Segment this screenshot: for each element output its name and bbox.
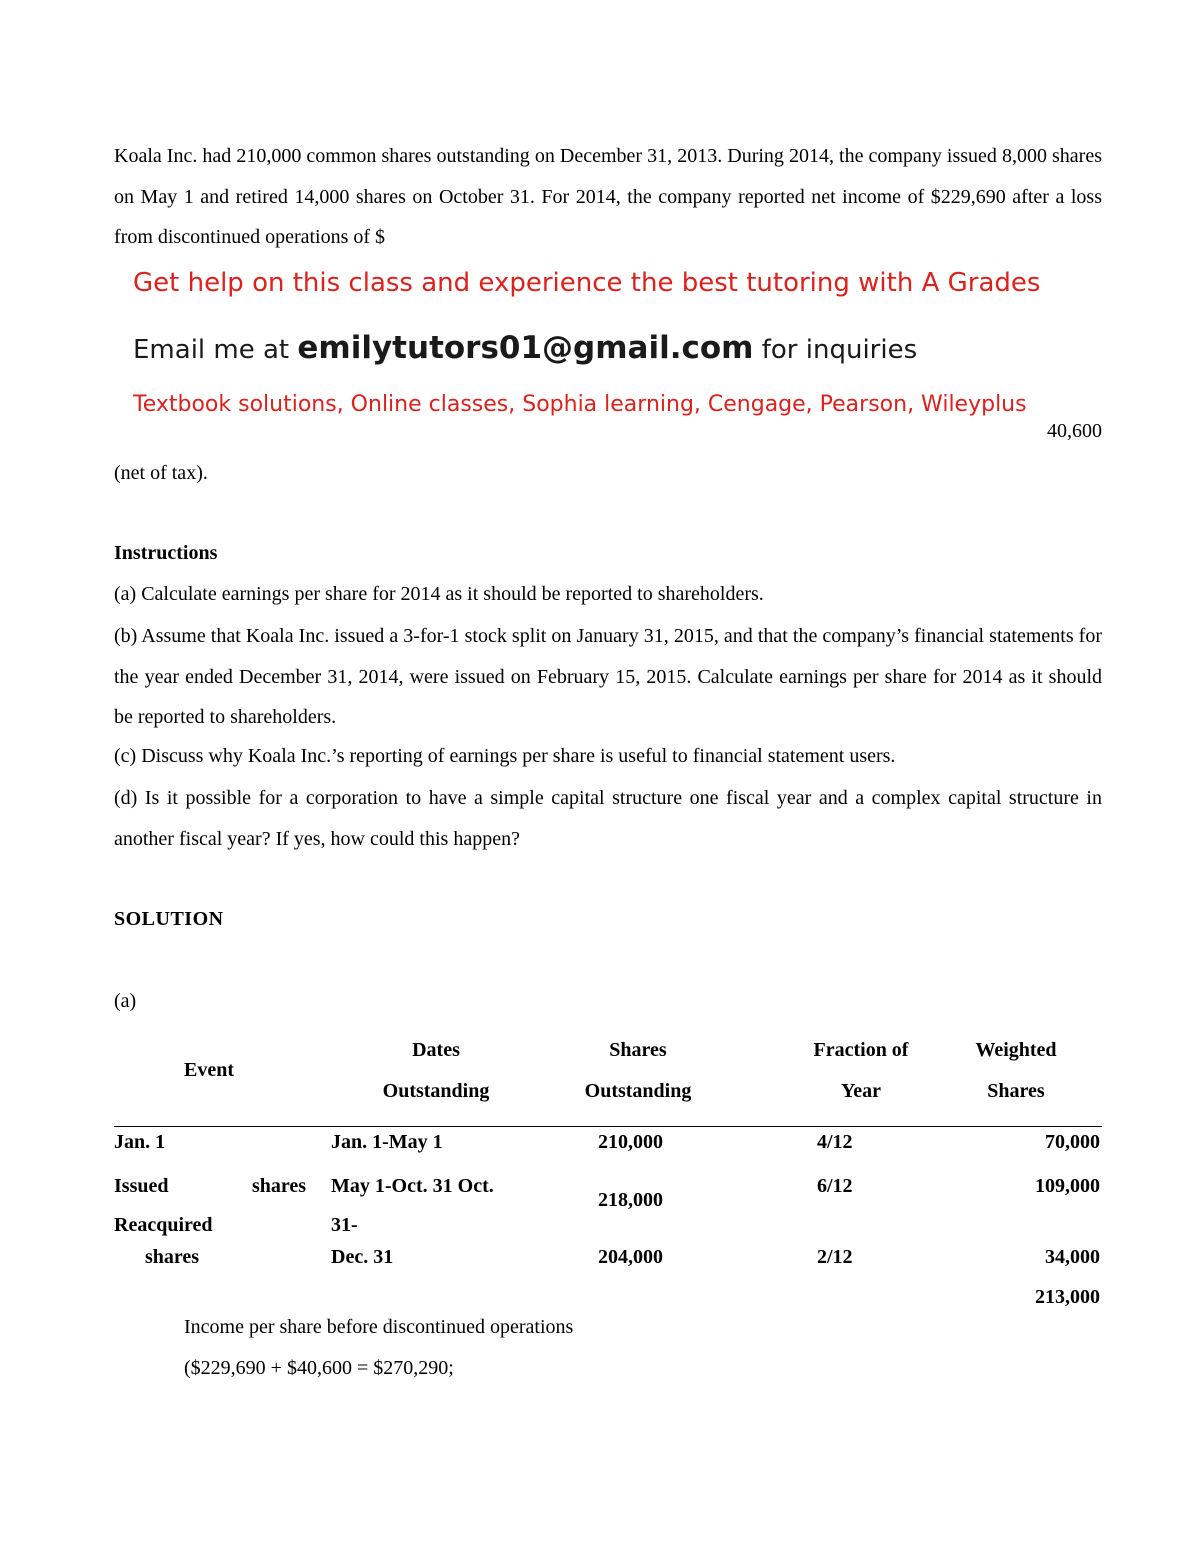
problem-intro: Koala Inc. had 210,000 common shares outstanding on December 31, 2013. During 2014, the company issued 8,000 shares on May 1 and retired 14,000 shares on October 31. For 2014, the company reported net income of $229,690 after a loss from discontinued operations of $ (114, 145, 1102, 248)
note-income-per-share: Income per share before discontinued operations (184, 1316, 574, 1338)
instruction-c: (c) Discuss why Koala Inc.’s reporting of earnings per share is useful to financial statement users. (114, 745, 896, 767)
table-header-rule (114, 1126, 1102, 1127)
row1-weighted: 70,000 (1045, 1131, 1100, 1153)
header-fraction-line1: Fraction of (813, 1039, 909, 1061)
instruction-a: (a) Calculate earnings per share for 2014 as it should be reported to shareholders. (114, 583, 764, 605)
row1-fraction: 4/12 (817, 1131, 853, 1153)
ad-email-prefix: Email me at (133, 335, 298, 365)
row3-fraction: 2/12 (817, 1246, 853, 1268)
header-dates-line1: Dates (412, 1039, 460, 1061)
net-of-tax: (net of tax). (114, 462, 208, 484)
ad-email-address[interactable]: emilytutors01@gmail.com (297, 330, 754, 366)
solution-heading: SOLUTION (114, 908, 224, 930)
row3-dates-b: Dec. 31 (331, 1246, 394, 1268)
ad-email-suffix: for inquiries (753, 335, 918, 365)
header-fraction (800, 1030, 922, 1112)
row3-event-a: Reacquired (114, 1214, 213, 1236)
header-dates-line2: Outstanding (382, 1080, 490, 1102)
header-shares-line1: Shares (609, 1039, 667, 1061)
instruction-d: (d) Is it possible for a corporation to have a simple capital structure one fiscal year and a complex capital structure in another fiscal year? If yes, how could this happen? (114, 787, 1102, 850)
instruction-b: (b) Assume that Koala Inc. issued a 3-for-1 stock split on January 31, 2015, and that the company’s financial statements for the year ended December 31, 2014, were issued on February 15, 2015. Calculate earnings per share for 2014 as it should be reported to shareholders. (114, 625, 1102, 728)
row1-shares: 210,000 (598, 1131, 663, 1153)
row2-dates: May 1-Oct. 31 Oct. (331, 1175, 494, 1197)
row2-event-a: Issued (114, 1175, 169, 1197)
row3-weighted: 34,000 (1045, 1246, 1100, 1268)
row1-dates: Jan. 1-May 1 (331, 1131, 443, 1153)
ad-services: Textbook solutions, Online classes, Sophia learning, Cengage, Pearson, Wileyplus (133, 392, 1027, 417)
header-shares-line2: Outstanding (584, 1080, 692, 1102)
row2-fraction: 6/12 (817, 1175, 853, 1197)
note-calculation: ($229,690 + $40,600 = $270,290; (184, 1357, 454, 1379)
header-dates (372, 1030, 500, 1112)
row2-weighted: 109,000 (1035, 1175, 1100, 1197)
row1-event: Jan. 1 (114, 1131, 166, 1153)
header-weighted-line2: Shares (987, 1080, 1045, 1102)
solution-part-label: (a) (114, 990, 137, 1012)
header-fraction-line2: Year (841, 1080, 881, 1102)
loss-amount: 40,600 (1047, 420, 1102, 442)
header-weighted (964, 1030, 1068, 1112)
instructions-heading: Instructions (114, 542, 218, 564)
header-event: Event (184, 1059, 234, 1081)
ad-email-line (133, 330, 917, 366)
row3-event-b: shares (145, 1246, 200, 1268)
header-weighted-line1: Weighted (975, 1039, 1057, 1061)
row2-shares: 218,000 (598, 1189, 663, 1211)
ad-headline: Get help on this class and experience the best tutoring with A Grades (133, 268, 1041, 298)
row3-shares: 204,000 (598, 1246, 663, 1268)
row3-dates-a: 31- (331, 1214, 358, 1236)
weighted-total: 213,000 (1035, 1286, 1100, 1308)
header-shares (574, 1030, 702, 1112)
row2-event-b: shares (252, 1175, 307, 1197)
